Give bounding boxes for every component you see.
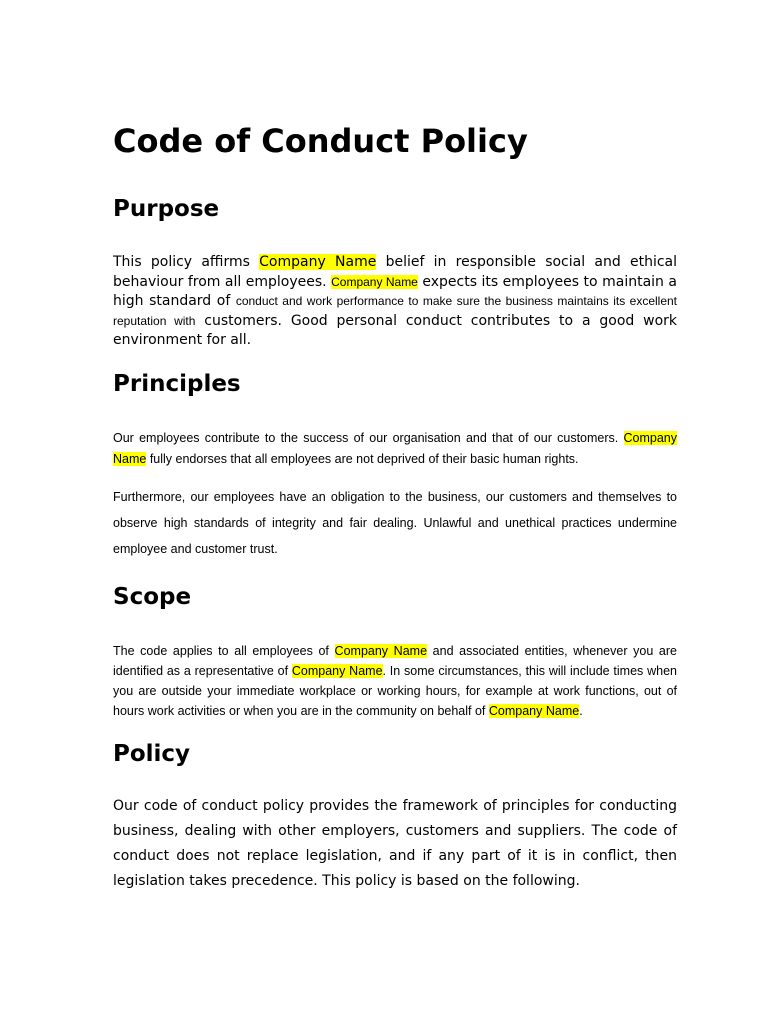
scope-text-1: The code applies to all employees of [113, 644, 335, 658]
company-name-highlight: Company Name [291, 664, 383, 678]
company-name-highlight: Company Name [259, 254, 377, 270]
principles-heading: Principles [113, 371, 241, 397]
scope-text-2: and associated entities, whenever you are identified as a representative of [113, 644, 677, 678]
scope-paragraph [113, 641, 677, 721]
purpose-text-1: This policy affirms [113, 254, 260, 270]
purpose-text-3: expects its employees to maintain a high standard of [113, 273, 677, 310]
company-name-highlight: Company Name [334, 644, 428, 658]
purpose-paragraph [113, 253, 677, 351]
scope-text-3: . In some circumstances, this will include times when you are outside your immediate workplace or working hours, for example at work functions, out of hours work activities or when you are in the community on behalf of [113, 664, 677, 718]
principles-text-2: fully endorses that all employees are not deprived of their basic human rights. [146, 452, 579, 466]
purpose-text-4: conduct and work performance to make sure the business maintains its excellent reputation with [113, 294, 677, 328]
purpose-text-5: customers. Good personal conduct contributes to a good work environment for all. [113, 312, 677, 349]
scope-text-4: . [579, 704, 583, 718]
company-name-highlight: Company Name [113, 431, 677, 466]
policy-paragraph: Our code of conduct policy provides the framework of principles for conducting business, dealing with other employers, customers and suppliers. The code of conduct does not replace legislation, and if any part of it is in conflict, then legislation takes precedence. This policy is based on the following. [113, 798, 677, 889]
principles-paragraph-1 [113, 428, 677, 470]
company-name-highlight: Company Name [488, 704, 580, 718]
principles-text-1: Our employees contribute to the success of our organisation and that of our customers. [113, 431, 624, 445]
page-title: Code of Conduct Policy [113, 122, 528, 160]
company-name-highlight: Company Name [331, 274, 418, 289]
principles-paragraph-2: Furthermore, our employees have an obligation to the business, our customers and themselves to observe high standards of integrity and fair dealing. Unlawful and unethical practices undermine employee and customer trust. [113, 490, 677, 556]
scope-heading: Scope [113, 584, 192, 610]
purpose-text-2: belief in responsible social and ethical behaviour from all employees. [113, 254, 677, 290]
policy-heading: Policy [113, 741, 191, 767]
purpose-heading: Purpose [113, 196, 220, 222]
